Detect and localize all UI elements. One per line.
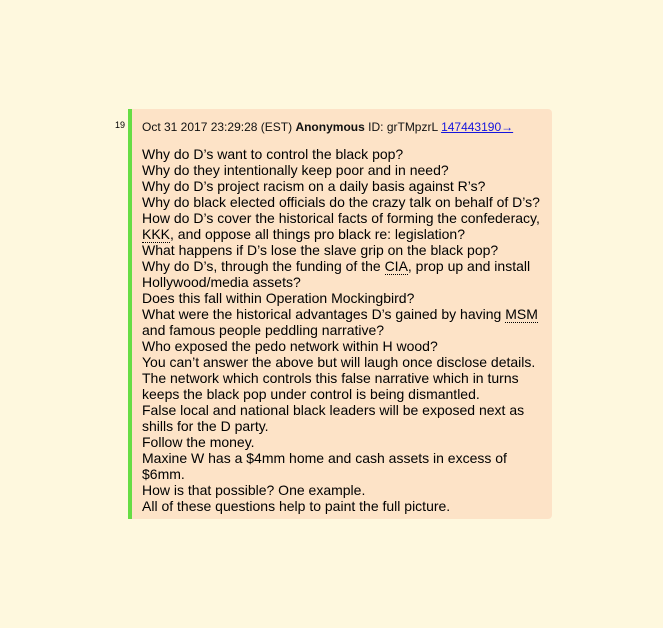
post-line-text: Why do D’s, through the funding of the bbox=[142, 258, 385, 274]
poster-id-label: ID: bbox=[368, 120, 384, 134]
post-line-text: You can’t answer the above but will laugh once disclose details. bbox=[142, 354, 536, 370]
post-line-text: How do D’s cover the historical facts of forming the confederacy, bbox=[142, 210, 540, 226]
post-line bbox=[142, 290, 552, 306]
post-line-text: Maxine W has a $4mm home and cash assets in excess of bbox=[142, 450, 507, 466]
post-line-text: Hollywood/media assets? bbox=[142, 274, 301, 290]
post-line bbox=[142, 162, 552, 178]
post-line-text: Follow the money. bbox=[142, 434, 255, 450]
post-date: Oct 31 2017 23:29:28 (EST) bbox=[142, 120, 293, 134]
post-line bbox=[142, 274, 552, 290]
acronym: MSM bbox=[505, 306, 538, 322]
post-line-text: and famous people peddling narrative? bbox=[142, 322, 385, 338]
post-line bbox=[142, 242, 552, 258]
post-line-text: The network which controls this false narrative which in turns bbox=[142, 370, 519, 386]
post-reference-link[interactable]: 147443190→ bbox=[441, 120, 514, 134]
acronym: CIA bbox=[384, 258, 408, 274]
post-line-text: Does this fall within Operation Mockingbird? bbox=[142, 290, 415, 306]
post-line-text: , and oppose all things pro black re: legislation? bbox=[170, 226, 465, 242]
post-line-text: All of these questions help to paint the full picture. bbox=[142, 498, 451, 514]
post-line bbox=[142, 482, 552, 498]
post-line-text: , prop up and install bbox=[407, 258, 531, 274]
post-line-text: keeps the black pop under control is being dismantled. bbox=[142, 386, 480, 402]
post-line bbox=[142, 146, 552, 162]
post-line bbox=[142, 466, 552, 482]
post-line bbox=[142, 418, 552, 434]
post-line bbox=[142, 306, 552, 322]
post-line bbox=[142, 402, 552, 418]
post-line-text: False local and national black leaders will be exposed next as bbox=[142, 402, 525, 418]
post-line-text: How is that possible? One example. bbox=[142, 482, 366, 498]
post-line-text: shills for the D party. bbox=[142, 418, 269, 434]
post-line-text: Who exposed the pedo network within H wood? bbox=[142, 338, 438, 354]
post-line-text: Why do black elected officials do the crazy talk on behalf of D’s? bbox=[142, 194, 540, 210]
post-line bbox=[142, 450, 552, 466]
post-line bbox=[142, 338, 552, 354]
poster-name: Anonymous bbox=[295, 120, 365, 134]
post-line-text: Why do D’s project racism on a daily basis against R’s? bbox=[142, 178, 486, 194]
post-line-text: Why do D’s want to control the black pop? bbox=[142, 146, 404, 162]
acronym: KKK bbox=[142, 226, 171, 242]
post-body bbox=[142, 146, 552, 514]
poster-id: grTMpzrL bbox=[386, 120, 438, 134]
post-header bbox=[142, 119, 552, 135]
post-number: 19 bbox=[115, 120, 126, 130]
post-line bbox=[142, 210, 552, 226]
post-line-text: What happens if D’s lose the slave grip on the black pop? bbox=[142, 242, 499, 258]
post-line-text: Why do they intentionally keep poor and in need? bbox=[142, 162, 449, 178]
post-line bbox=[142, 434, 552, 450]
post-line bbox=[142, 226, 552, 242]
post-line bbox=[142, 258, 552, 274]
post-line bbox=[142, 178, 552, 194]
post-line bbox=[142, 322, 552, 338]
post-line bbox=[142, 498, 552, 514]
post-line bbox=[142, 194, 552, 210]
post-line bbox=[142, 370, 552, 386]
post bbox=[128, 109, 552, 519]
post-line bbox=[142, 354, 552, 370]
post-line bbox=[142, 386, 552, 402]
post-line-text: What were the historical advantages D’s gained by having bbox=[142, 306, 506, 322]
post-line-text: $6mm. bbox=[142, 466, 185, 482]
